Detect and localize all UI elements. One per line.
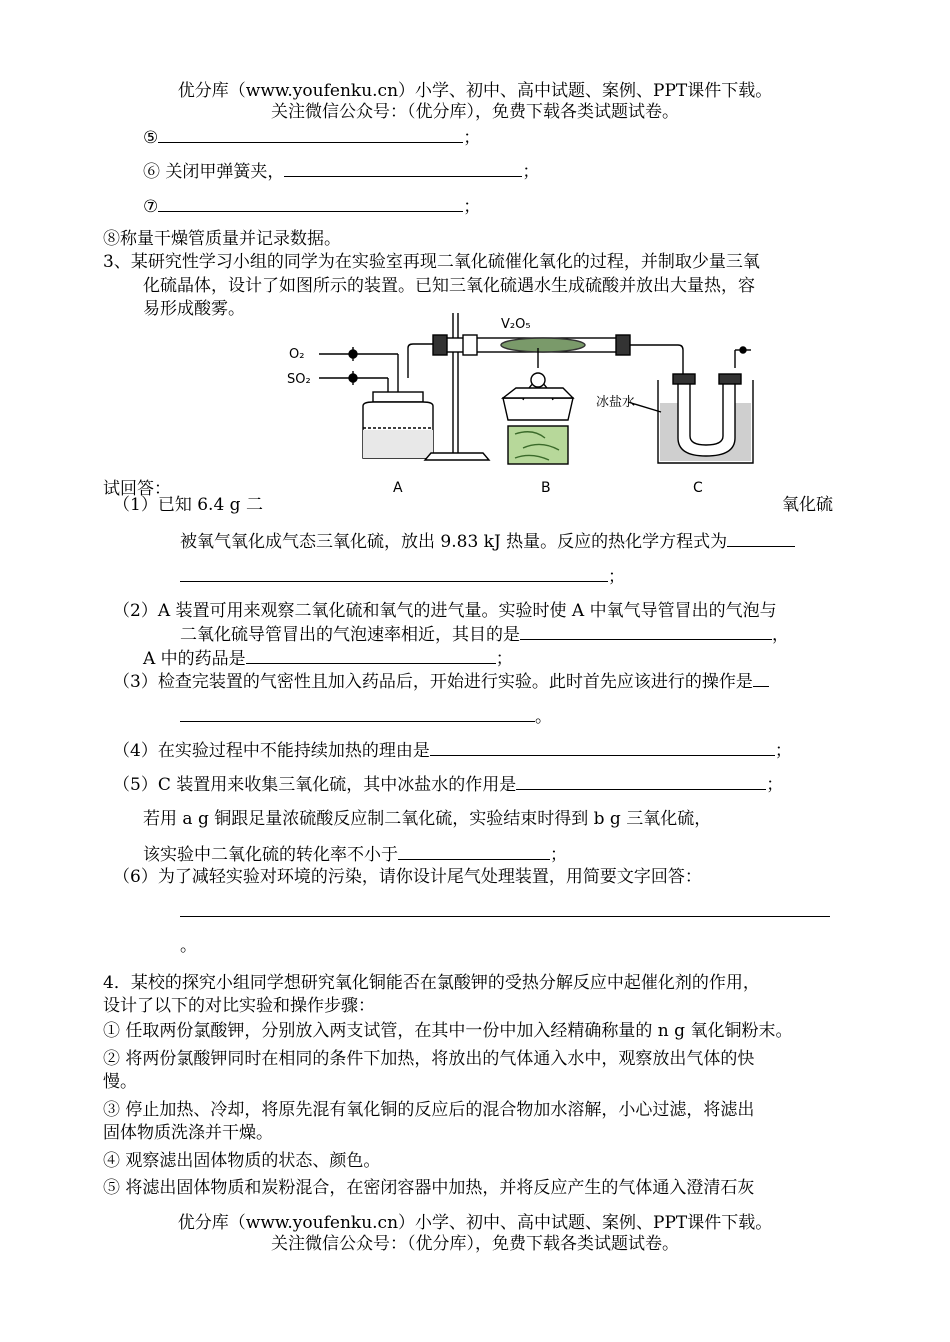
step-6: ⑥ 关闭甲弹簧夹， ； [143,162,540,182]
q3-p3-b: 。 [180,705,552,728]
label-c: C [693,480,703,496]
blank-q3-p2-a[interactable] [520,623,772,640]
q3-p3-a: （3）检查完装置的气密性且加入药品后，开始进行实验。此时首先应该进行的操作是 [113,670,769,693]
apparatus-diagram [283,308,853,498]
q3-p2-c: A 中的药品是 ； [143,649,513,669]
q4-step-3b: 固体物质洗涤并干燥。 [103,1123,273,1143]
blank-q3-p1-b[interactable] [180,565,608,582]
blank-q3-p3-a[interactable] [753,670,769,687]
q3-p6-blank-line [180,900,830,923]
q3-p1-d: ； [180,565,625,588]
q3-p2-b: 二氧化硫导管冒出的气泡速率相近，其目的是 ， [180,625,789,645]
q3-p5-c: 该实验中二氧化硫的转化率不小于 ； [143,845,567,865]
q4-intro-1: 4．某校的探究小组同学想研究氧化铜能否在氯酸钾的受热分解反应中起催化剂的作用， [103,973,760,993]
q4-step-1: ① 任取两份氯酸钾，分别放入两支试管，在其中一份中加入经精确称量的 n g 氧化铜粉末。 [103,1021,793,1041]
q3-intro-3: 易形成酸雾。 [143,299,245,319]
q4-step-4: ④ 观察滤出固体物质的状态、颜色。 [103,1151,381,1171]
blank-q3-p3-b[interactable] [180,705,535,722]
step-7: ⑦ ； [143,197,481,217]
q3-intro-2: 化硫晶体，设计了如图所示的装置。已知三氧化硫遇水生成硫酸并放出大量热，容 [143,276,755,296]
q3-p1-b: 氧化硫 [782,495,833,515]
blank-q3-p5-c[interactable] [398,843,550,860]
q3-p1-c: 被氧气氧化成气态三氧化硫，放出 9.83 kJ 热量。反应的热化学方程式为 [180,530,795,553]
blank-step-7[interactable] [158,195,463,212]
so2-label: SO₂ [287,372,311,387]
q3-p6: （6）为了减轻实验对环境的污染，请你设计尾气处理装置，用简要文字回答： [113,867,702,887]
step-8: ⑧称量干燥管质量并记录数据。 [103,229,341,249]
q4-step-5: ⑤ 将滤出固体物质和炭粉混合，在密闭容器中加热，并将反应产生的气体通入澄清石灰 [103,1178,755,1198]
q4-step-3a: ③ 停止加热、冷却，将原先混有氧化铜的反应后的混合物加水溶解，小心过滤，将滤出 [103,1100,755,1120]
ice-salt-label: 冰盐水 [596,395,636,410]
q3-intro-1: 3、某研究性学习小组的同学为在实验室再现二氧化硫催化氧化的过程，并制取少量三氧 [103,252,760,272]
label-b: B [541,480,551,496]
blank-q3-p4[interactable] [430,739,775,756]
q3-p6-period: 。 [180,936,197,956]
q3-p5-a: （5）C 装置用来收集三氧化硫，其中冰盐水的作用是 ； [113,775,784,795]
footer-line-1: 优分库（www.youfenku.cn）小学、初中、高中试题、案例、PPT课件下载。 [177,1213,773,1233]
step-5: ⑤ ； [143,128,481,148]
q4-step-2b: 慢。 [103,1072,137,1092]
o2-label: O₂ [289,347,305,362]
q4-intro-2: 设计了以下的对比实验和操作步骤： [103,996,375,1016]
q3-answer-prompt: 试回答： [103,479,171,499]
blank-q3-p5-a[interactable] [516,773,766,790]
q3-p1-a: （1）已知 6.4 g 二 [113,495,263,515]
blank-q3-p6[interactable] [180,900,830,917]
blank-step-5[interactable] [158,126,463,143]
blank-step-6[interactable] [284,160,522,177]
v2o5-label: V₂O₅ [501,317,531,332]
q4-step-2a: ② 将两份氯酸钾同时在相同的条件下加热，将放出的气体通入水中，观察放出气体的快 [103,1049,755,1069]
blank-q3-p1-a[interactable] [727,530,795,547]
q3-p2-a: （2）A 装置可用来观察二氧化硫和氧气的进气量。实验时使 A 中氧气导管冒出的气泡与 [113,601,777,621]
footer-line-2: 关注微信公众号：（优分库），免费下载各类试题试卷。 [271,1234,679,1254]
header-line-1: 优分库（www.youfenku.cn）小学、初中、高中试题、案例、PPT课件下载。 [177,81,773,101]
blank-q3-p2-b[interactable] [246,647,496,664]
label-a: A [393,480,403,496]
q3-p5-b: 若用 a g 铜跟足量浓硫酸反应制二氧化硫，实验结束时得到 b g 三氧化硫， [143,809,712,829]
q3-p4: （4）在实验过程中不能持续加热的理由是 ； [113,741,792,761]
header-line-2: 关注微信公众号：（优分库），免费下载各类试题试卷。 [271,102,679,122]
